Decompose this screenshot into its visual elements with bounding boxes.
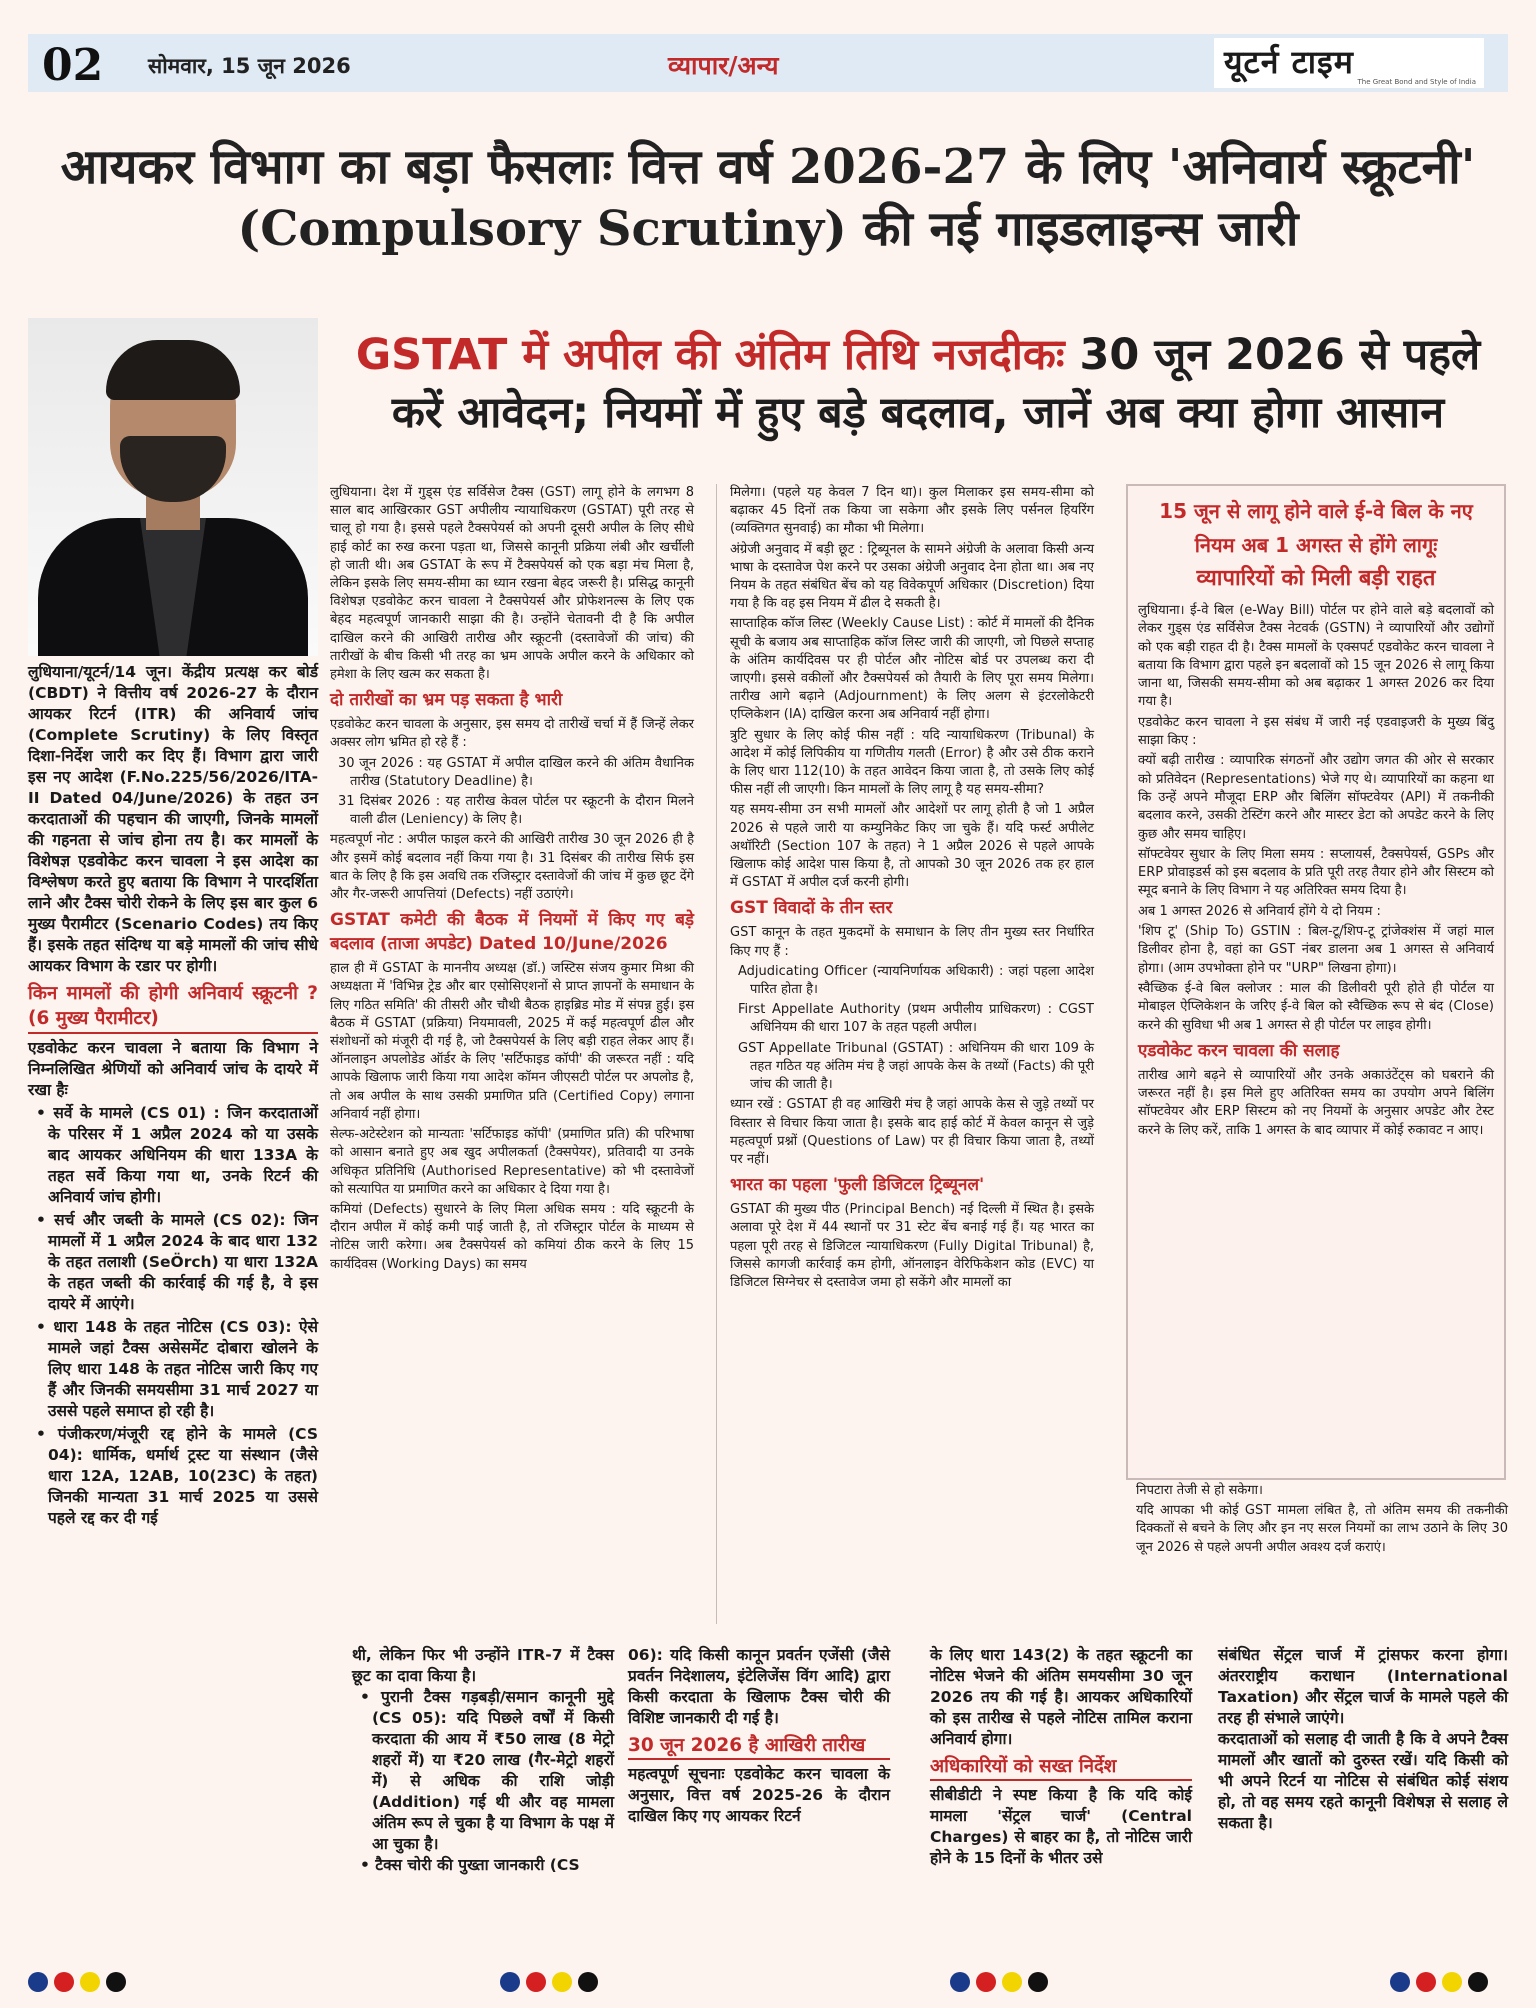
brand-name: यूटर्न टाइम bbox=[1224, 43, 1354, 81]
gstat-end-para-2: यदि आपका भी कोई GST मामला लंबित है, तो अंतिम समय की तकनीकी दिक्कतों से बचने के लिए और इन नए सरल नियमों का लाभ उठाने के लिए 30 जून 2026 से पहले अपनी अपील अवश्य दर्ज कराएं। bbox=[1136, 1503, 1508, 1555]
scrutiny-b4-para: संबंधित सेंट्रल चार्ज में ट्रांसफर करना होगा। अंतरराष्ट्रीय कराधान (International Taxation) और सेंट्रल चार्ज के मामले पहले की तरह ही संभाले जाएंगे। bbox=[1218, 1646, 1508, 1727]
gstat-heading-committee: GSTAT कमेटी की बैठक में नियमों में किए गए बड़े बदलाव (ताजा अपडेट) Dated 10/June/2026 bbox=[330, 910, 694, 955]
gstat-intro: लुधियाना। देश में गुड्स एंड सर्विसेज टैक्स (GST) लागू होने के लगभग 8 साल बाद आखिरकार GST अपीलीय न्यायाधिकरण (GSTAT) पूरी तरह से चालू हो गया है। इससे पहले टैक्सपेयर्स को अपनी दूसरी अपील के लिए सीधे हाई कोर्ट का रुख करना पड़ता था, जिससे कानूनी प्रक्रिया लंबी और खर्चीली हो जाती थी। अब GSTAT के रूप में टैक्सपेयर्स को एक बड़ा मंच मिला है, लेकिन इसके लिए समय-सीमा का ध्यान रखना बेहद जरूरी है। प्रसिद्ध कानूनी विशेषज्ञ एडवोकेट करन चावला ने टैक्सपेयर्स और प्रोफेशनल्स के लिए एक बेहद महत्वपूर्ण जानकारी साझा की है। उन्होंने चेतावनी दी है कि अपील दाखिल करने की आखिरी तारीख और स्क्रूटनी (दस्तावेजों की जांच) की तारीखों के बीच किसी भी तरह का भ्रम आपके अपील करने के अधिकार को हमेशा के लिए खत्म कर सकता है। bbox=[330, 485, 694, 683]
gstat-error-fee: त्रुटि सुधार के लिए कोई फीस नहीं : यदि न्यायाधिकरण (Tribunal) के आदेश में कोई लिपिकीय या गणितीय गलती (Error) है और उसे ठीक कराने के लिए धारा 112(10) के तहत आवेदन किया जाता है, तो उसके लिए कोई फीस नहीं ली जाएगी। किन मामलों के लिए लागू है यह समय-सीमा? bbox=[730, 727, 1094, 798]
gstat-end-para-1: निपटारा तेजी से हो सकेगा। bbox=[1136, 1483, 1263, 1498]
eway-body bbox=[1138, 602, 1494, 1140]
registration-marks-right bbox=[1390, 1972, 1488, 1992]
issue-date: सोमवार, 15 जून 2026 bbox=[148, 54, 351, 78]
officers-heading: अधिकारियों को सख्त निर्देश bbox=[930, 1754, 1192, 1781]
scrutiny-item-cs04: • पंजीकरण/मंजूरी रद्द होने के मामले (CS 04): धार्मिक, धर्मार्थ ट्रस्ट या संस्थान (जैसे धारा 12A, 12AB, 10(23C) के तहत) जिनकी मान्यता 31 मार्च 2025 या उससे पहले रद्द कर दी गई bbox=[36, 1425, 318, 1527]
scrutiny-bottom-column-2 bbox=[628, 1645, 890, 1827]
gstat-committee-para: हाल ही में GSTAT के माननीय अध्यक्ष (डॉ.) जस्टिस संजय कुमार मिश्रा की अध्यक्षता में 'विभिन्न ट्रेड और बार एसोसिएशनों से प्राप्त ज्ञापनों के समाधान के लिए गठित समिति' की तीसरी और चौथी बैठक हाइब्रिड मोड में संपन्न हुई। इस बैठक में GSTAT (प्रक्रिया) नियमावली, 2025 में कई महत्वपूर्ण ढील और संशोधनों को मंजूरी दी गई है, जो टैक्सपेयर्स के लिए बड़ी राहत लेकर आए हैं। ऑनलाइन अपलोडेड ऑर्डर के लिए 'सर्टिफाइड कॉपी' की जरूरत नहीं : यदि आपके खिलाफ जारी किया गया आदेश कॉमन जीएसटी पोर्टल पर अपलोड है, तो अब अपील के साथ उसकी प्रमाणित प्रति (Certified Copy) लगाना अनिवार्य नहीं होगा। bbox=[330, 961, 694, 1122]
scrutiny-item-cs02: • सर्च और जब्ती के मामले (CS 02): जिन मामलों में 1 अप्रैल 2024 के बाद धारा 132 के तहत तलाशी (SeÖrch) या धारा 132A के तहत जब्ती की कार्रवाई की गई है, वे इस दायरे में आएंगे। bbox=[36, 1211, 318, 1313]
photo-hair bbox=[106, 340, 240, 400]
registration-dot bbox=[1468, 1972, 1488, 1992]
registration-marks-left bbox=[28, 1972, 126, 1992]
gst-levels-heading: GST विवादों के तीन स्तर bbox=[730, 898, 893, 919]
gst-levels-lead: GST कानून के तहत मुकदमों के समाधान के लिए तीन मुख्य स्तर निर्धारित किए गए हैं : bbox=[730, 925, 1094, 959]
brand-tagline: The Great Bond and Style of India bbox=[1357, 78, 1476, 86]
gst-level-appellate: First Appellate Authority (प्रथम अपीलीय प्राधिकरण) : CGST अधिनियम की धारा 107 के तहत पहली अपील। bbox=[738, 1002, 1094, 1036]
scrutiny-bottom-column-4 bbox=[1218, 1645, 1508, 1834]
registration-dot bbox=[1002, 1972, 1022, 1992]
registration-dot bbox=[106, 1972, 126, 1992]
scrutiny-article-column bbox=[28, 662, 318, 1531]
gstat-time-para: मिलेगा। (पहले यह केवल 7 दिन था)। कुल मिलाकर इस समय-सीमा को बढ़ाकर 45 दिनों तक किया जा सकेगा और इसके लिए पर्सनल हियरिंग (व्यक्तिगत सुनवाई) का मौका भी मिलेगा। bbox=[730, 485, 1094, 537]
eway-para-4: सॉफ्टवेयर सुधार के लिए मिला समय : सप्लायर्स, टैक्सपेयर्स, GSPs और ERP प्रोवाइडर्स को इस बदलाव के प्रति पूरी तरह तैयार होने और सिस्टम को स्मूद बनाने के लिए विभाग ने यह अतिरिक्त समय दिया है। bbox=[1138, 846, 1494, 899]
registration-dot bbox=[1442, 1972, 1462, 1992]
registration-dot bbox=[526, 1972, 546, 1992]
gstat-headline-black: 30 जून 2026 से पहले करें आवेदन; नियमों में हुए बड़े बदलाव, जानें अब क्या होगा आसान bbox=[391, 330, 1481, 438]
gst-level-adjudicating: Adjudicating Officer (न्यायनिर्णायक अधिकारी) : जहां पहला आदेश पारित होता है। bbox=[738, 963, 1094, 998]
scrutiny-item-cs01: • सर्वे के मामले (CS 01) : जिन करदाताओं के परिसर में 1 अप्रैल 2024 को या उसके बाद आयकर अधिनियम की धारा 133A के तहत सर्वे किया गया था, उनके रिटर्न की अनिवार्य जांच होगी। bbox=[36, 1104, 318, 1206]
eway-advice-heading: एडवोकेट करन चावला की सलाह bbox=[1138, 1040, 1340, 1061]
gstat-dates-lead: एडवोकेट करन चावला के अनुसार, इस समय दो तारीखें चर्चा में हैं जिन्हें लेकर अक्सर लोग भ्रमित हो रहे हैं : bbox=[330, 717, 694, 751]
registration-dot bbox=[950, 1972, 970, 1992]
digital-tribunal-heading: भारत का पहला 'फुली डिजिटल ट्रिब्यूनल' bbox=[730, 1175, 985, 1196]
scrutiny-b2-para: 06): यदि किसी कानून प्रवर्तन एजेंसी (जैसे प्रवर्तन निदेशालय, इंटेलिजेंस विंग आदि) द्वारा किसी करदाता के खिलाफ टैक्स चोरी की विशिष्ट जानकारी दी गई है। bbox=[628, 1646, 890, 1727]
registration-dot bbox=[54, 1972, 74, 1992]
gstat-self-attestation: सेल्फ-अटेस्टेशन को मान्यताः 'सर्टिफाइड कॉपी' (प्रमाणित प्रति) की परिभाषा को आसान बनाते हुए अब खुद अपीलकर्ता (टैक्सपेयर), प्रतिवादी या उनके अधिकृत प्रतिनिधि (Authorised Representative) को भी दस्तावेजों को सत्यापित या प्रमाणित करने का अधिकार दे दिया गया है। bbox=[330, 1127, 694, 1197]
masthead bbox=[28, 34, 1508, 92]
registration-dot bbox=[1390, 1972, 1410, 1992]
scrutiny-item-cs06-start: • टैक्स चोरी की पुख्ता जानकारी (CS bbox=[360, 1856, 580, 1874]
eway-para-5: अब 1 अगस्त 2026 से अनिवार्य होंगे ये दो नियम : bbox=[1138, 903, 1381, 919]
eway-bill-box bbox=[1126, 484, 1506, 1480]
digital-tribunal-para: GSTAT की मुख्य पीठ (Principal Bench) नई दिल्ली में स्थित है। इसके अलावा पूरे देश में 44 स्थानों पर 31 स्टेट बेंच बनाई गई हैं। यह भारत का पहला पूरी तरह से डिजिटल न्यायाधिकरण (Fully Digital Tribunal) है, जिससे कागजी कार्रवाई कम होगी, ऑनलाइन वेरिफिकेशन कोड (EVC) या डिजिटल सिग्नेचर से दस्तावेज जमा हो सकेंगे और मामलों का bbox=[730, 1202, 1094, 1290]
registration-dot bbox=[976, 1972, 996, 1992]
main-headline: आयकर विभाग का बड़ा फैसलाः वित्त वर्ष 2026-27 के लिए 'अनिवार्य स्क्रूटनी' (Compulsory Scrutiny) की नई गाइडलाइन्स जारी bbox=[60, 139, 1476, 257]
gstat-date-june: 30 जून 2026 : यह GSTAT में अपील दाखिल करने की अंतिम वैधानिक तारीख (Statutory Deadline) है। bbox=[338, 755, 694, 789]
photo-beard bbox=[120, 436, 226, 502]
eway-title: 15 जून से लागू होने वाले ई-वे बिल के नए नियम अब 1 अगस्त से होंगे लागूः bbox=[1159, 499, 1473, 557]
eway-para-8: तारीख आगे बढ़ने से व्यापारियों और उनके अकाउंटेंट्स को घबराने की जरूरत नहीं है। इस मिले हुए अतिरिक्त समय का उपयोग अपने बिलिंग सॉफ्टवेयर और ERP सिस्टम को नए नियमों के अनुसार अपडेट और टेस्ट करने के लिए करें, ताकि 1 अगस्त के बाद व्यापार में कोई रुकावट न आए। bbox=[1138, 1067, 1494, 1138]
gst-level-tribunal: GST Appellate Tribunal (GSTAT) : अधिनियम की धारा 109 के तहत गठित यह अंतिम मंच है जहां आपके केस के तथ्यों (Facts) की पूरी जांच की जाती है। bbox=[738, 1040, 1094, 1093]
scrutiny-b1-para: थी, लेकिन फिर भी उन्होंने ITR-7 में टैक्स छूट का दावा किया है। bbox=[352, 1646, 614, 1685]
gstat-cause-list: साप्ताहिक कॉज लिस्ट (Weekly Cause List) : कोर्ट में मामलों की दैनिक सूची के बजाय अब साप्ताहिक कॉज लिस्ट जारी की जाएगी, जो पिछले सप्ताह के अंतिम कार्यदिवस पर ही पोर्टल और नोटिस बोर्ड पर उपलब्ध करा दी जाएगी। इससे वकीलों और टैक्सपेयर्स को तैयारी के लिए पूरा समय मिलेगा। तारीख आगे बढ़ाने (Adjournment) के लिए अलग से इंटरलोकेटरी एप्लिकेशन (IA) दाखिल करना अब अनिवार्य नहीं होगा। bbox=[730, 616, 1094, 723]
scrutiny-b3-para-2: सीबीडीटी ने स्पष्ट किया है कि यदि कोई मामला 'सेंट्रल चार्ज' (Central Charges) से बाहर का है, तो नोटिस जारी होने के 15 दिनों के भीतर उसे bbox=[930, 1786, 1192, 1867]
scrutiny-section-heading: किन मामलों की होगी अनिवार्य स्क्रूटनी ? (6 मुख्य पैरामीटर) bbox=[28, 981, 318, 1034]
gstat-heading-dates: दो तारीखों का भ्रम पड़ सकता है भारी bbox=[330, 690, 563, 711]
registration-dot bbox=[500, 1972, 520, 1992]
scrutiny-b2-para-2: महत्वपूर्ण सूचनाः एडवोकेट करन चावला के अनुसार, वित्त वर्ष 2025-26 के दौरान दाखिल किए गए आयकर रिटर्न bbox=[628, 1765, 890, 1825]
column-divider bbox=[716, 484, 717, 1624]
scrutiny-b4-para-2: करदाताओं को सलाह दी जाती है कि वे अपने टैक्स मामलों और खातों को दुरुस्त रखें। यदि किसी को भी अपने रिटर्न या नोटिस से संबंधित कोई संशय हो, तो वह समय रहते कानूनी विशेषज्ञ से सलाह ले सकता है। bbox=[1218, 1730, 1508, 1832]
registration-dot bbox=[1416, 1972, 1436, 1992]
gstat-article-end bbox=[1136, 1482, 1508, 1559]
eway-para-1: लुधियाना। ई-वे बिल (e-Way Bill) पोर्टल पर होने वाले बड़े बदलावों को लेकर गुड्स एंड सर्विसेज टैक्स नेटवर्क (GSTN) ने व्यापारियों और उद्योगों को एक बड़ी राहत दी है। टैक्स मामलों के एक्सपर्ट एडवोकेट करन चावला ने बताया कि विभाग द्वारा पहले इन बदलावों को 15 जून 2026 से लागू किया जाना था, जिसकी समय-सीमा को अब बढ़ाकर 1 अगस्त 2026 कर दिया गया है। bbox=[1138, 603, 1494, 710]
gstat-defects: कमियां (Defects) सुधारने के लिए मिला अधिक समय : यदि स्क्रूटनी के दौरान अपील में कोई कमी पाई जाती है, तो रजिस्ट्रार पोर्टल के माध्यम से नोटिस जारी करेगा। अब टैक्सपेयर्स को कमियां ठीक करने के लिए 15 कार्यदिवस (Working Days) का समय bbox=[330, 1201, 694, 1272]
scrutiny-intro: लुधियाना/यूटर्न/14 जून। केंद्रीय प्रत्यक्ष कर बोर्ड (CBDT) ने वित्तीय वर्ष 2026-27 के दौरान आयकर रिटर्न (ITR) की अनिवार्य जांच (Complete Scrutiny) के लिए विस्तृत दिशा-निर्देश जारी कर दिए हैं। विभाग द्वारा जारी इस नए आदेश (F.No.225/56/2026/ITA-II Dated 04/June/2026) के तहत उन करदाताओं की पहचान की जाएगी, जिनके मामलों की गहनता से जांच होना तय है। कर मामलों के विशेषज्ञ एडवोकेट करन चावला ने इस आदेश का विश्लेषण करते हुए बताया कि विभाग ने पारदर्शिता लाने और टैक्स चोरी रोकने के लिए इस बार कुल 6 मुख्य पैरामीटर (Scenario Codes) तय किए हैं। इसके तहत संदिग्ध या बड़े मामलों की जांच सीधे आयकर विभाग के रडार पर होगी। bbox=[28, 663, 318, 975]
section-label: व्यापार/अन्य bbox=[668, 51, 779, 80]
gstat-headline-red: GSTAT में अपील की अंतिम तिथि नजदीकः bbox=[355, 330, 1065, 380]
gstat-note: महत्वपूर्ण नोट : अपील फाइल करने की आखिरी तारीख 30 जून 2026 ही है और इसमें कोई बदलाव नहीं किया गया है। 31 दिसंबर की तारीख सिर्फ इस बात के लिए है कि इस अवधि तक रजिस्ट्रार दस्तावेजों की जांच में कुछ छूट देंगे और गैर-जरूरी आपत्तियां (Defects) नहीं उठाएंगे। bbox=[330, 832, 694, 903]
eway-para-3: क्यों बढ़ी तारीख : व्यापारिक संगठनों और उद्योग जगत की ओर से सरकार को प्रतिवेदन (Representations) भेजे गए थे। व्यापारियों का कहना था कि उन्हें अपने मौजूदा ERP और बिलिंग सॉफ्टवेयर (API) में तकनीकी बदलाव करने, उसकी टेस्टिंग करने और मास्टर डेटा को अपडेट करने के लिए कुछ और समय चाहिए। bbox=[1138, 753, 1494, 842]
registration-marks-center-right bbox=[950, 1972, 1048, 1992]
registration-dot bbox=[28, 1972, 48, 1992]
eway-subtitle: व्यापारियों को मिली बड़ी राहत bbox=[1196, 566, 1436, 591]
gstat-translation: अंग्रेजी अनुवाद में बड़ी छूट : ट्रिब्यूनल के सामने अंग्रेजी के अलावा किसी अन्य भाषा के दस्तावेज पेश करने पर उसका अंग्रेजी अनुवाद देना होता था। अब नए नियम के तहत संबंधित बेंच को यह विवेकपूर्ण अधिकार (Discretion) दिया गया है कि वह इस नियम में ढील दे सकती है। bbox=[730, 541, 1094, 612]
scrutiny-b3-para: के लिए धारा 143(2) के तहत स्क्रूटनी का नोटिस भेजने की अंतिम समयसीमा 30 जून 2026 तय की गई है। आयकर अधिकारियों को इस तारीख से पहले नोटिस तामिल कराना अनिवार्य होगा। bbox=[930, 1646, 1192, 1748]
scrutiny-lead: एडवोकेट करन चावला ने बताया कि विभाग ने निम्नलिखित श्रेणियों को अनिवार्य जांच के दायरे में रखा हैः bbox=[28, 1039, 318, 1099]
eway-para-6: 'शिप टू' (Ship To) GSTIN : बिल-टू/शिप-टू ट्रांजेक्शंस में जहां माल डिलीवर होना है, वहां का GST नंबर डालना अब 1 अगस्त से अनिवार्य होगा। (आम उपभोक्ता होने पर "URP" लिखना होगा)। bbox=[1138, 924, 1494, 976]
page-number: 02 bbox=[42, 40, 104, 91]
deadline-heading: 30 जून 2026 है आखिरी तारीख bbox=[628, 1733, 890, 1760]
author-photo bbox=[28, 318, 318, 656]
scrutiny-item-cs05: • पुरानी टैक्स गड़बड़ी/समान कानूनी मुद्दे (CS 05): यदि पिछले वर्षों में किसी करदाता की आय में ₹50 लाख (8 मेट्रो शहरों में) या ₹20 लाख (गैर-मेट्रो शहरों में) से अधिक की राशि जोड़ी (Addition) गई थी और वह मामला अंतिम रूप ले चुका है या विभाग के पक्ष में आ चुका है। bbox=[360, 1688, 614, 1853]
eway-para-2: एडवोकेट करन चावला ने इस संबंध में जारी नई एडवाइजरी के मुख्य बिंदु साझा किए : bbox=[1138, 714, 1494, 749]
gstat-applicability: यह समय-सीमा उन सभी मामलों और आदेशों पर लागू होती है जो 1 अप्रैल 2026 से पहले जारी या कम्युनिकेट किए जा चुके हैं। यदि फर्स्ट अपीलेट अथॉरिटी (Section 107 के तहत) ने 1 अप्रैल 2026 से पहले आपके खिलाफ कोई आदेश पास किया है, तो आपको 30 जून 2026 तक हर हाल में GSTAT में अपील दर्ज करनी होगी। bbox=[730, 802, 1094, 891]
scrutiny-item-cs03: • धारा 148 के तहत नोटिस (CS 03): ऐसे मामले जहां टैक्स असेसमेंट दोबारा खोलने के लिए धारा 148 के तहत नोटिस जारी किए गए हैं और जिनकी समयसीमा 31 मार्च 2027 या उससे पहले समाप्त हो रही है। bbox=[36, 1318, 318, 1420]
registration-dot bbox=[552, 1972, 572, 1992]
registration-dot bbox=[1028, 1972, 1048, 1992]
gstat-date-december: 31 दिसंबर 2026 : यह तारीख केवल पोर्टल पर स्क्रूटनी के दौरान मिलने वाली ढील (Leniency) के लिए है। bbox=[338, 794, 694, 828]
gstat-headline bbox=[328, 326, 1508, 442]
registration-dot bbox=[578, 1972, 598, 1992]
eway-para-7: स्वैच्छिक ई-वे बिल क्लोजर : माल की डिलीवरी पूरी होते ही पोर्टल या मोबाइल ऐप्लिकेशन के जरिए ई-वे बिल को स्वैच्छिक रूप से बंद (Close) करने की सुविधा भी अब 1 अगस्त से ही पोर्टल पर लाइव होगी। bbox=[1138, 980, 1494, 1033]
scrutiny-bottom-column-3 bbox=[930, 1645, 1192, 1869]
brand-logo bbox=[1214, 38, 1484, 88]
registration-dot bbox=[80, 1972, 100, 1992]
scrutiny-bottom-column-1 bbox=[352, 1645, 614, 1876]
registration-marks-center-left bbox=[500, 1972, 598, 1992]
gst-attention: ध्यान रखें : GSTAT ही वह आखिरी मंच है जहां आपके केस से जुड़े तथ्यों पर विस्तार से विचार किया जाता है। इसके बाद हाई कोर्ट में केवल कानून से जुड़े महत्वपूर्ण प्रश्नों (Questions of Law) पर ही विचार किया जाता है, तथ्यों पर नहीं। bbox=[730, 1097, 1094, 1167]
